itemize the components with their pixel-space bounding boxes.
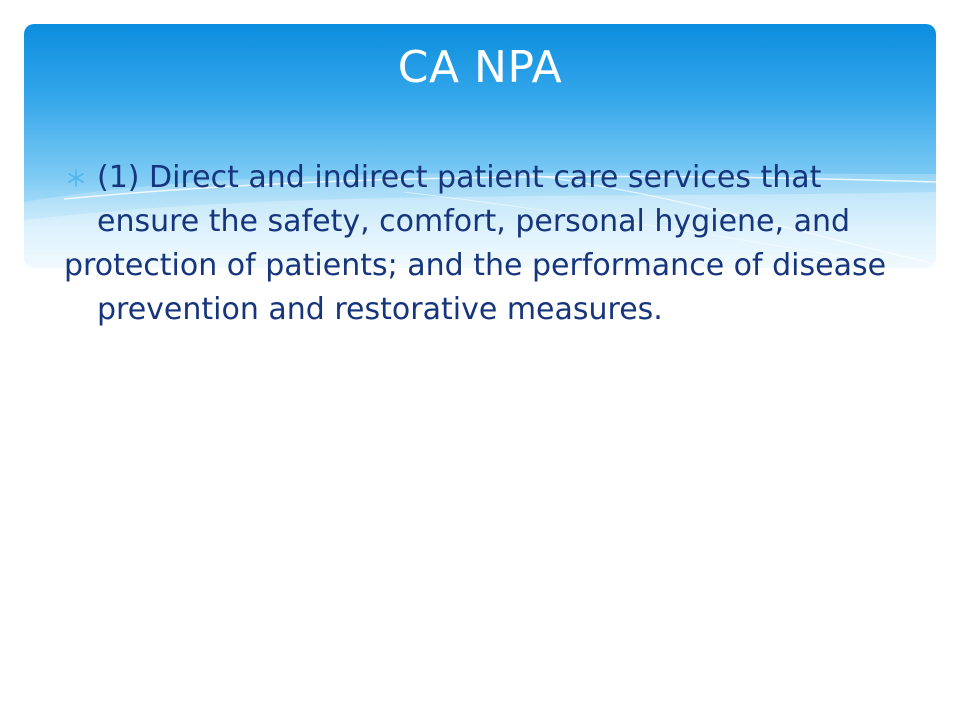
bullet-paragraph: [0, 156, 960, 244]
slide-title: CA NPA: [397, 42, 563, 93]
continuation-paragraph-text: protection of patients; and the performance of disease prevention and restorative measures.: [64, 248, 887, 327]
asterisk-bullet-icon: [66, 168, 86, 188]
bullet-paragraph-text: (1) Direct and indirect patient care services that ensure the safety, comfort, personal hygiene, and: [97, 160, 851, 239]
slide-body: [0, 156, 960, 332]
continuation-paragraph: [0, 244, 960, 332]
